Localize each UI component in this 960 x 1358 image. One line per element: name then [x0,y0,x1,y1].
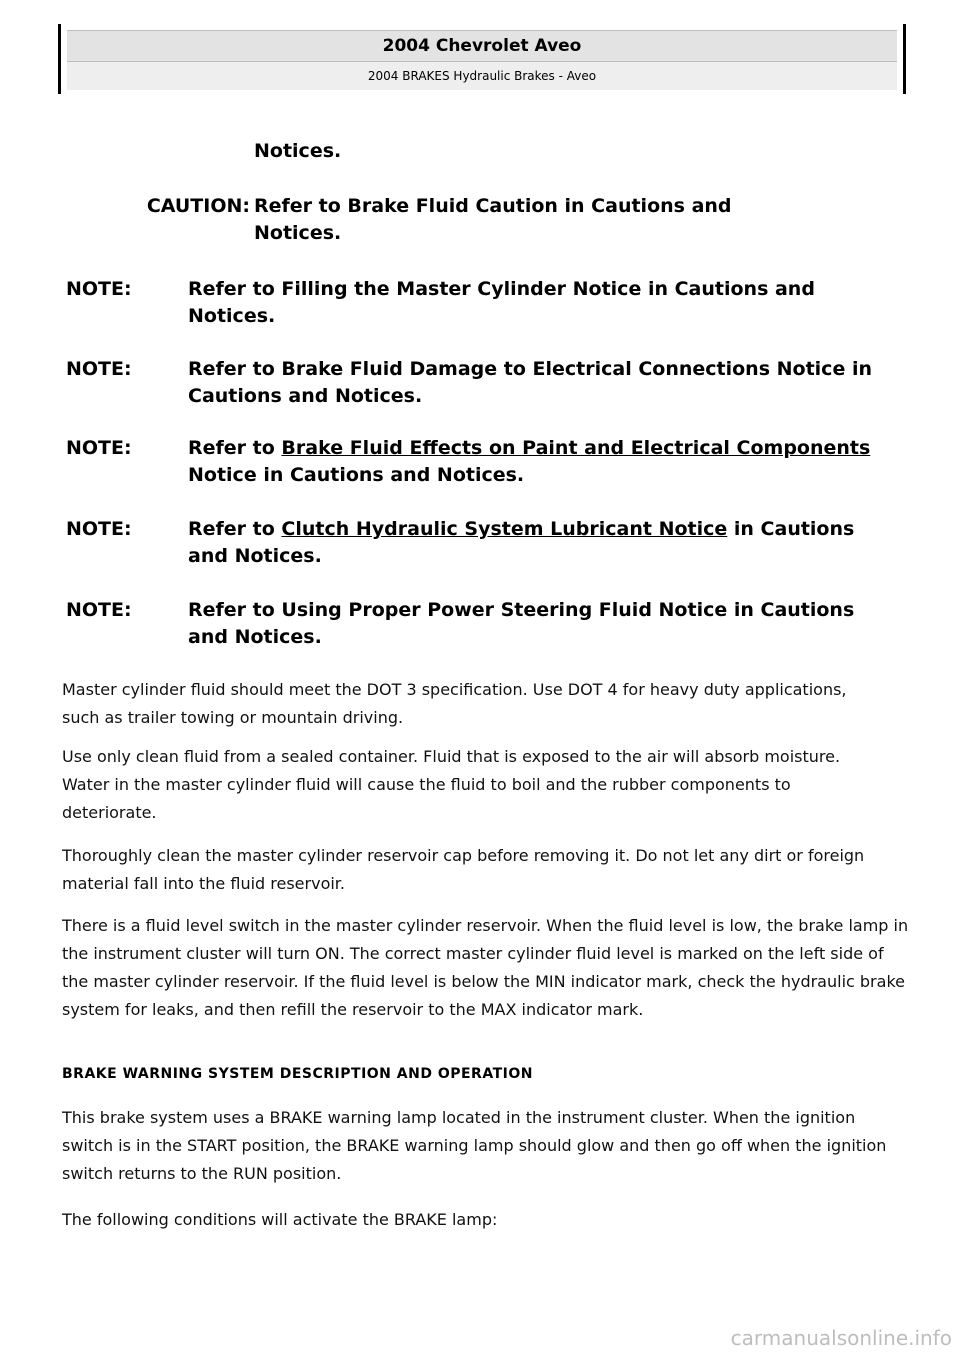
paragraph: There is a fluid level switch in the master cylinder reservoir. When the fluid level is low, the brake lamp in the instrument cluster will turn ON. The correct master cylinder fluid level is marked on the left side of the master cylinder reservoir. If the fluid level is below the MIN indicator mark, check the hydraulic brake system for leaks, and then refill the reservoir to the MAX indicator mark. [62,916,909,1019]
caution-text [254,193,954,247]
note-line-1 [188,516,888,543]
page-header [58,24,906,94]
note-label: NOTE: [66,437,132,459]
caution-line-1: Refer to Brake Fluid Caution in Cautions and [254,195,732,217]
header-title: 2004 Chevrolet Aveo [67,30,897,62]
paragraph: The following conditions will activate the BRAKE lamp: [62,1210,498,1229]
note-text [188,356,888,410]
caution-line-2: Notices. [254,222,342,244]
paragraph: This brake system uses a BRAKE warning lamp located in the instrument cluster. When the ignition switch is in the START position, the BRAKE warning lamp should glow and then go off when the ignition switch returns to the RUN position. [62,1108,887,1183]
note-prefix: Refer to [188,437,282,459]
note-label: NOTE: [66,599,132,621]
paragraph: Thoroughly clean the master cylinder reservoir cap before removing it. Do not let any dirt or foreign material fall into the fluid reservoir. [62,846,865,893]
note-text [188,276,888,330]
note-line-2: and Notices. [188,626,322,648]
brake-fluid-effects-link[interactable]: Brake Fluid Effects on Paint and Electrical Components [281,437,871,459]
header-subtitle: 2004 BRAKES Hydraulic Brakes - Aveo [67,62,897,90]
section-heading: BRAKE WARNING SYSTEM DESCRIPTION AND OPERATION [62,1066,533,1082]
note-line-2: Notice in Cautions and Notices. [188,464,525,486]
note-text [188,516,888,570]
note-label: NOTE: [66,278,132,300]
note-label: NOTE: [66,518,132,540]
paragraph: Use only clean fluid from a sealed container. Fluid that is exposed to the air will absorb moisture. Water in the master cylinder fluid will cause the fluid to boil and the rubber components to deteriorate. [62,747,841,822]
note-line-1 [188,435,888,462]
paragraph: Master cylinder fluid should meet the DOT 3 specification. Use DOT 4 for heavy duty applications, such as trailer towing or mountain driving. [62,680,847,727]
note-line-2: and Notices. [188,545,322,567]
note-prefix: Refer to [188,518,282,540]
note-line-1: Refer to Filling the Master Cylinder Notice in Cautions and [188,278,815,300]
note-line-2: Notices. [188,305,276,327]
clutch-hydraulic-link[interactable]: Clutch Hydraulic System Lubricant Notice [281,518,728,540]
note-line-2: Cautions and Notices. [188,385,423,407]
note-text [188,435,888,489]
note-suffix: in Cautions [727,518,855,540]
caution-continuation: Notices. [254,140,342,162]
note-line-1: Refer to Brake Fluid Damage to Electrical Connections Notice in [188,358,872,380]
note-label: NOTE: [66,358,132,380]
note-text [188,597,888,651]
caution-label: CAUTION: [146,195,250,217]
note-line-1: Refer to Using Proper Power Steering Fluid Notice in Cautions [188,599,855,621]
watermark: carmanualsonline.info [730,1326,952,1350]
